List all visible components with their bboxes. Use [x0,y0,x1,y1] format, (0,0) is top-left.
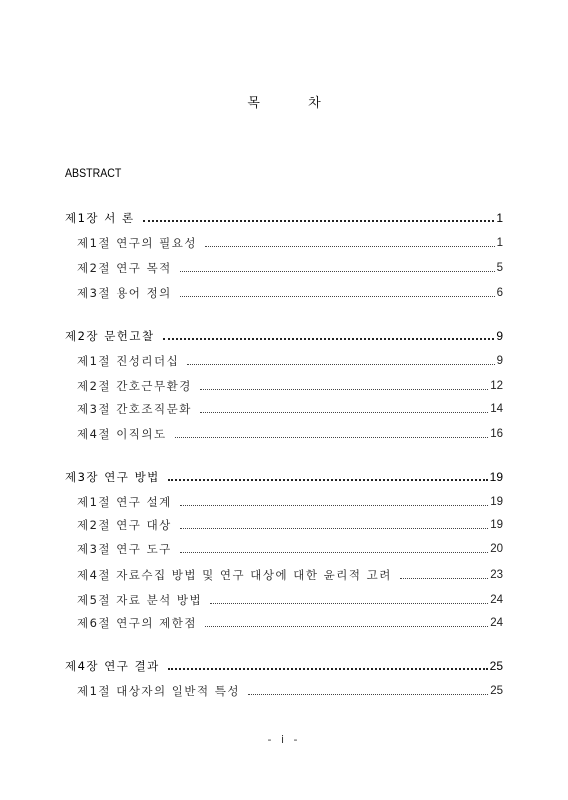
dot-leader [248,693,488,695]
toc-chapter-entry [65,209,503,225]
toc-section-entry [77,682,503,698]
toc-section-entry [77,284,503,300]
toc-section-entry [77,259,503,275]
dot-leader [187,363,494,365]
dot-leader [200,388,488,390]
toc-entry-label: 제3절 간호조직문화 [77,402,192,416]
toc-chapter-entry [65,468,503,484]
toc-entry-page: 12 [490,380,503,392]
dot-leader [400,577,488,579]
dot-leader [200,411,488,413]
toc-entry-page: 19 [490,496,503,508]
dot-leader [143,219,495,222]
toc-entry-page: 1 [496,237,503,249]
toc-entry-label: 제1절 연구의 필요성 [77,236,197,250]
dot-leader [168,478,488,481]
toc-entry-label: 제1절 진성리더십 [77,354,180,368]
toc-entry-page: 5 [496,262,503,274]
toc-entry-page: 25 [490,685,503,697]
toc-entry-label: 제2절 연구 목적 [77,261,172,275]
toc-entry-label: 제6절 연구의 제한점 [77,616,197,630]
toc-entry-label: 제2절 연구 대상 [77,518,172,532]
toc-entry-page: 14 [490,403,503,415]
toc-entry-page: 6 [496,287,503,299]
toc-section-entry [77,614,503,630]
page-number-footer: - i - [267,733,301,746]
dot-leader [210,602,488,604]
dot-leader [180,504,488,506]
dot-leader [180,527,488,529]
toc-entry-page: 24 [490,594,503,606]
dot-leader [180,295,495,297]
toc-chapter-entry [65,327,503,343]
toc-chapter-entry [65,657,503,673]
toc-entry-page: 20 [490,543,503,555]
toc-entry-label: 제5절 자료 분석 방법 [77,593,203,607]
toc-entry-label: 제4절 자료수집 방법 및 연구 대상에 대한 윤리적 고려 [77,568,392,582]
toc-entry-label: 제1절 대상자의 일반적 특성 [77,684,240,698]
dot-leader [180,551,488,553]
toc-entry-page: 25 [489,659,503,673]
toc-entry-page: 19 [489,470,503,484]
page-title: 목 차 [247,96,343,111]
toc-section-entry [77,493,503,509]
toc-entry-label: 제3절 연구 도구 [77,542,172,556]
toc-section-entry [77,425,503,441]
toc-entry-label: 제2절 간호근무환경 [77,379,192,393]
toc-entry-page: 16 [490,428,503,440]
toc-entry-label: 제4절 이직의도 [77,427,167,441]
dot-leader [180,270,495,272]
toc-entry-label: 제2장 문헌고찰 [65,329,155,343]
dot-leader [205,245,495,247]
toc-entry-page: 19 [490,519,503,531]
toc-entry-page: 1 [496,211,503,225]
dot-leader [163,337,495,340]
dot-leader [168,667,488,670]
toc-section-entry [77,591,503,607]
toc-section-entry [77,400,503,416]
toc-entry-page: 9 [496,355,503,367]
toc-entry-label: 제1장 서 론 [65,211,135,225]
toc-section-entry [77,566,503,582]
dot-leader [205,625,488,627]
toc-section-entry [77,516,503,532]
toc-section-entry [77,352,503,368]
toc-entry-page: 24 [490,617,503,629]
toc-section-entry [77,377,503,393]
toc-entry-page: 9 [496,329,503,343]
toc-section-entry [77,234,503,250]
toc-entry-label: 제1절 연구 설계 [77,495,172,509]
toc-entry-page: 23 [490,569,503,581]
dot-leader [175,436,489,438]
toc-entry-label: 제3절 용어 정의 [77,286,172,300]
toc-section-entry [77,540,503,556]
abstract-heading: ABSTRACT [65,166,122,180]
toc-entry-label: 제4장 연구 결과 [65,659,160,673]
toc-entry-label: 제3장 연구 방법 [65,470,160,484]
